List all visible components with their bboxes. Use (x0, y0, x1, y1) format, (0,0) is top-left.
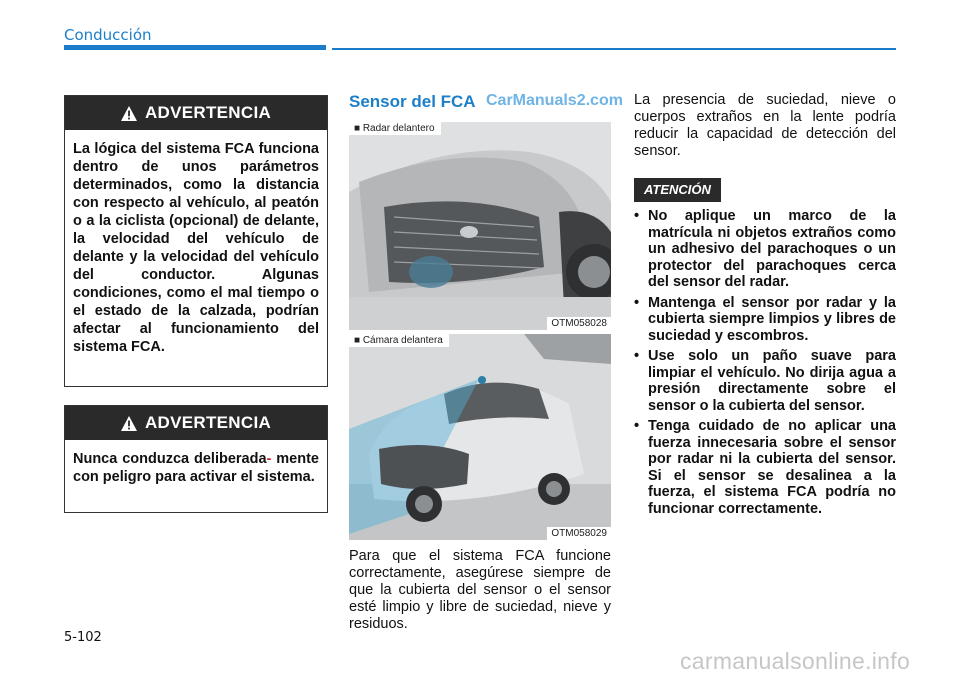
warning-text-part1: Nunca conduzca deliberada (73, 451, 267, 467)
subsection-title: Sensor del FCA (349, 92, 476, 111)
figure-label: ■ Cámara delantera (349, 334, 449, 347)
section-title: Conducción (64, 26, 152, 44)
warning-header (65, 406, 327, 440)
warning-triangle-icon (121, 416, 137, 431)
figure-camera (349, 334, 611, 540)
warning-heading: ADVERTENCIA (144, 413, 272, 432)
figure-code: OTM058028 (547, 317, 611, 330)
warning-text-part2: mente con peligro para activar el sistema. (73, 451, 319, 485)
camera-car-illustration (349, 334, 611, 540)
figure-radar (349, 122, 611, 330)
page-number: 5-102 (64, 630, 102, 645)
figure-code: OTM058029 (547, 527, 611, 540)
attention-list (634, 208, 896, 521)
header-rule-dark (64, 45, 326, 50)
warning-box-2 (64, 405, 328, 513)
figure-label: ■ Radar delantero (349, 122, 441, 135)
footer-watermark: carmanualsonline.info (680, 648, 911, 674)
red-hyphen: - (266, 451, 272, 467)
warning-box-1 (64, 95, 328, 387)
sensor-paragraph: Para que el sistema FCA funcione correctamente, asegúrese siempre de que la cubierta del sensor o el sensor esté limpio y libre de suciedad, nieve y residuos. (349, 548, 611, 632)
list-item: • Mantenga el sensor por radar y la cubierta siempre limpios y libres de suciedad y escombros. (634, 295, 896, 345)
warning-text (65, 440, 327, 496)
watermark-text: CarManuals2.com (486, 92, 623, 109)
warning-header (65, 96, 327, 130)
list-item: • Tenga cuidado de no aplicar una fuerza innecesaria sobre el sensor por radar ni la cubierta del sensor. Si el sensor se desalinea a la fuerza, el sistema FCA podría no funcionar correctamente. (634, 418, 896, 517)
warning-triangle-icon (121, 106, 137, 121)
header-rule-light (332, 48, 896, 50)
list-item: • Use solo un paño suave para limpiar el vehículo. No dirija agua a presión directamente sobre el sensor o la cubierta del sensor. (634, 348, 896, 414)
list-item: • No aplique un marco de la matrícula ni objetos extraños como un adhesivo del parachoques o un protector del parachoques cerca del sensor del radar. (634, 208, 896, 291)
warning-heading: ADVERTENCIA (144, 103, 272, 122)
attention-label: ATENCIÓN (634, 178, 721, 202)
radar-car-illustration (349, 122, 611, 330)
intro-paragraph: La presencia de suciedad, nieve o cuerpos extraños en la lente podría reducir la capacidad de detección del sensor. (634, 92, 896, 159)
warning-text: La lógica del sistema FCA funciona dentro de unos parámetros determinados, como la distancia con respecto al vehículo, al peatón o a la ciclista (opcional) de delante, la velocidad del vehículo de delante y la velocidad del vehículo del conductor. Algunas condiciones, como el mal tiempo o el estado de la calzada, podrían afectar al funcionamiento del sistema FCA. (73, 141, 319, 355)
